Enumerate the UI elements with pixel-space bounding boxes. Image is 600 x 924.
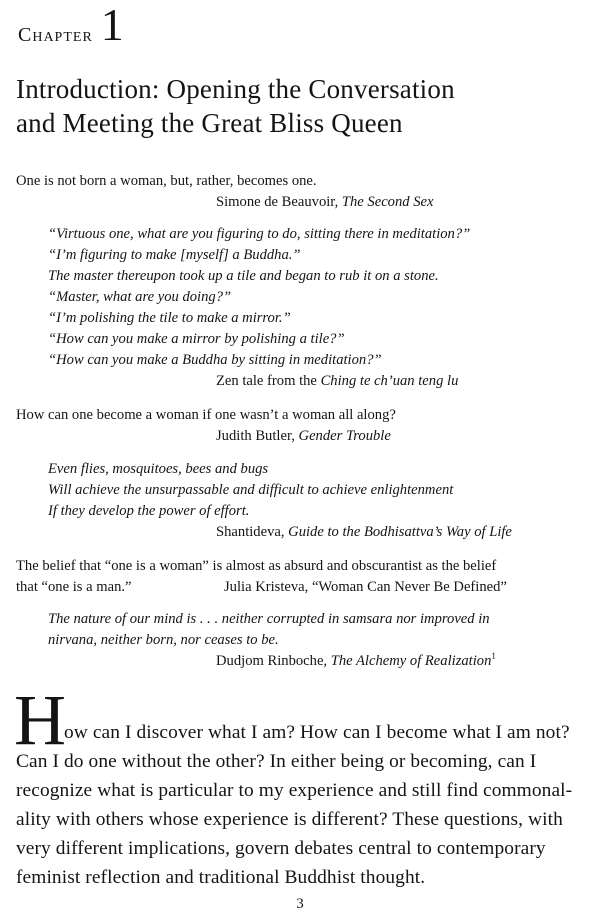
chapter-title: [16, 72, 586, 140]
chapter-word: Chapter: [18, 24, 93, 46]
epigraph-beauvoir-work: The Second Sex: [341, 194, 434, 210]
epigraph-zen-line: “I’m figuring to make [myself] a Buddha.”: [48, 247, 301, 263]
epigraph-dudjom-line: nirvana, neither born, nor ceases to be.: [48, 632, 279, 648]
epigraph-dudjom-attribution: [216, 651, 496, 672]
chapter-number: 1: [100, 0, 124, 50]
epigraph-zen-line: “How can you make a mirror by polishing a tile?”: [48, 331, 345, 347]
epigraph-butler-author: Judith Butler,: [216, 428, 295, 444]
epigraph-shantideva-line: Will achieve the unsurpassable and difficult to achieve enlightenment: [48, 482, 454, 498]
epigraph-shantideva-author: Shantideva,: [216, 524, 285, 540]
epigraph-shantideva-work: Guide to the Bodhisattva’s Way of Life: [288, 524, 512, 540]
epigraph-shantideva-line: If they develop the power of effort.: [48, 503, 250, 519]
body-line: very different implications, govern debates central to contemporary: [16, 838, 546, 859]
epigraph-zen-line: “How can you make a Buddha by sitting in meditation?”: [48, 352, 382, 368]
chapter-title-line-1: Introduction: Opening the Conversation: [16, 74, 455, 104]
epigraph-butler-work: Gender Trouble: [298, 428, 391, 444]
body-line: ow can I discover what I am? How can I become what I am not?: [64, 722, 570, 743]
body-line: recognize what is particular to my experience and still find commonal-: [16, 780, 573, 801]
epigraph-butler-attribution: [216, 426, 391, 447]
epigraph-beauvoir-attribution: [216, 192, 433, 213]
epigraph-shantideva-attribution: [216, 522, 512, 543]
epigraph-zen-line: “Virtuous one, what are you figuring to do, sitting there in meditation?”: [48, 226, 471, 242]
epigraph-dudjom-line: The nature of our mind is . . . neither corrupted in samsara nor improved in: [48, 611, 490, 627]
epigraph-zen-attribution: [216, 371, 458, 392]
epigraph-zen-work: Ching te ch’uan teng lu: [320, 373, 459, 389]
drop-cap: H: [14, 680, 66, 760]
epigraph-kristeva-line-1: The belief that “one is a woman” is almost as absurd and obscurantist as the belief: [16, 558, 497, 574]
epigraph-beauvoir-author: Simone de Beauvoir,: [216, 194, 339, 210]
epigraph-beauvoir-quote: One is not born a woman, but, rather, becomes one.: [16, 173, 317, 189]
body-line: Can I do one without the other? In either being or becoming, can I: [16, 751, 537, 772]
footnote-marker[interactable]: 1: [491, 651, 496, 662]
epigraph-kristeva-line-2: that “one is a man.”: [16, 579, 132, 595]
body-line: feminist reflection and traditional Buddhist thought.: [16, 867, 426, 888]
epigraph-butler-quote: How can one become a woman if one wasn’t a woman all along?: [16, 407, 396, 423]
epigraph-dudjom-author: Dudjom Rinboche,: [216, 653, 328, 669]
epigraph-zen-line: The master thereupon took up a tile and began to rub it on a stone.: [48, 268, 439, 284]
epigraph-zen-line: “Master, what are you doing?”: [48, 289, 232, 305]
body-line: ality with others whose experience is different? These questions, with: [16, 809, 563, 830]
chapter-title-line-2: and Meeting the Great Bliss Queen: [16, 108, 403, 138]
epigraph-dudjom-work: The Alchemy of Realization: [330, 653, 492, 669]
epigraph-kristeva-attribution: Julia Kristeva, “Woman Can Never Be Defined”: [224, 579, 507, 595]
page-number: 3: [296, 896, 304, 912]
epigraph-zen-author: Zen tale from the: [216, 373, 317, 389]
epigraph-shantideva-line: Even flies, mosquitoes, bees and bugs: [48, 461, 269, 477]
chapter-label: [18, 0, 124, 50]
epigraph-zen-line: “I’m polishing the tile to make a mirror.”: [48, 310, 291, 326]
